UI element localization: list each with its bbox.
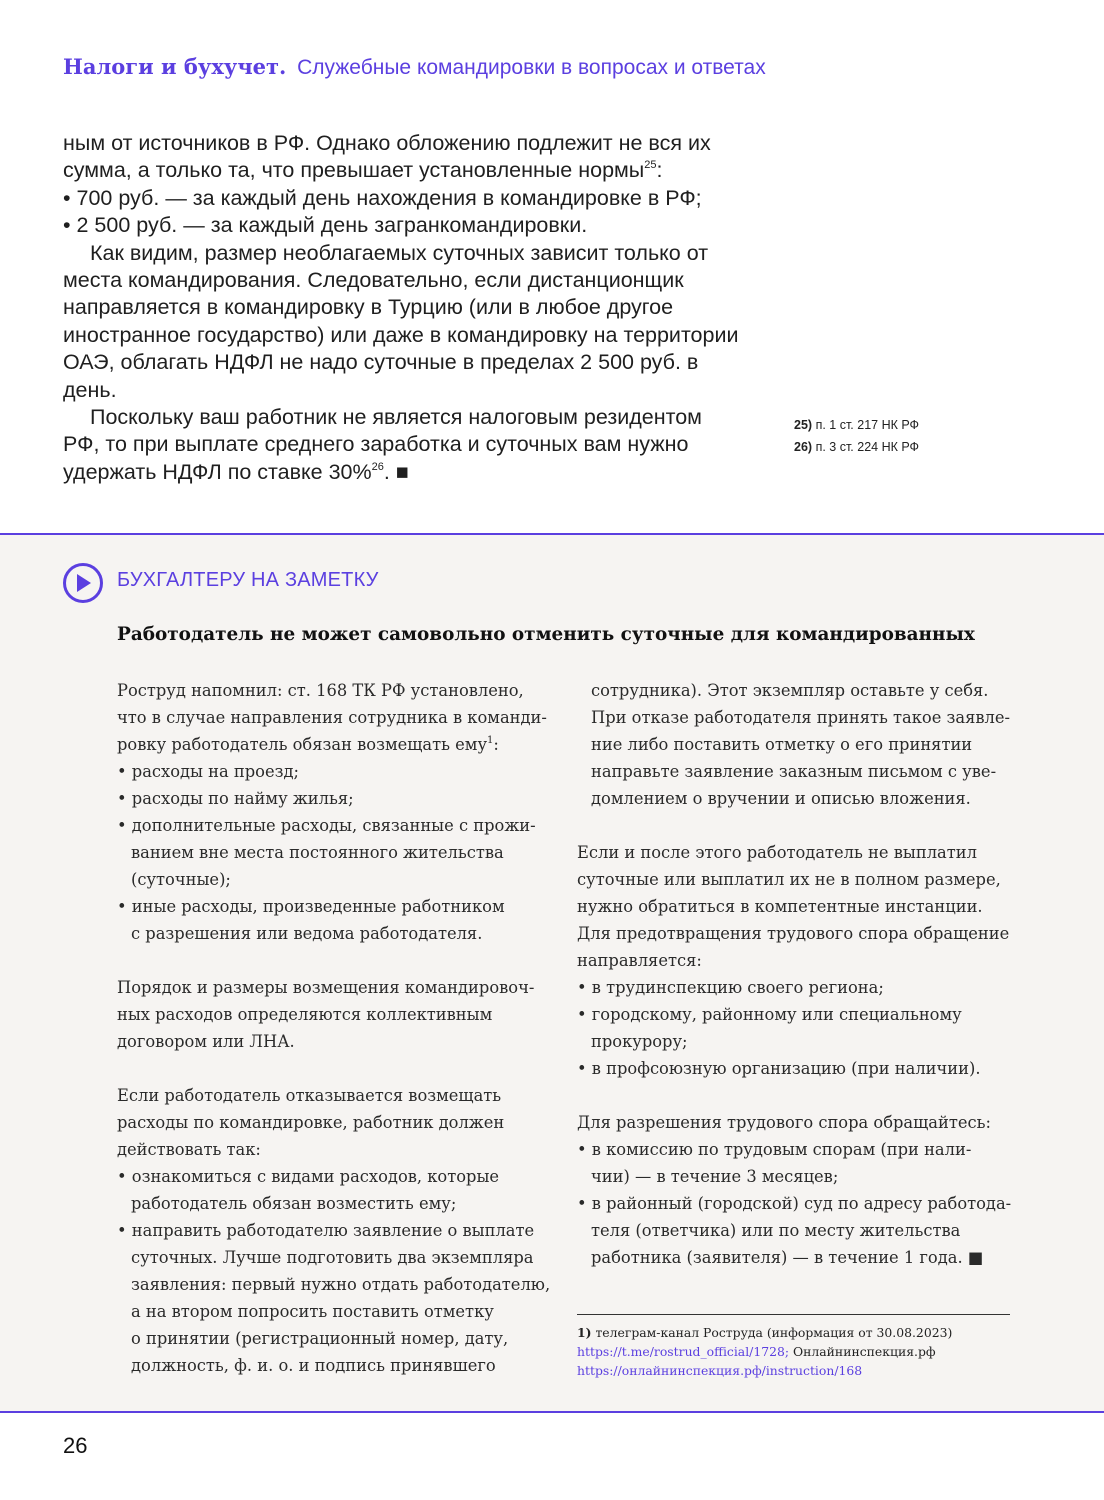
footnote-divider	[577, 1314, 1010, 1315]
note-right-column: сотрудника). Этот экземпляр оставьте у себя. При отказе работодателя принять такое заявле- ние либо поставить отметку о его принятии направьте заявление заказным письмом с уве- домлением о вручении и описью вложения. Если и после этого работодатель не выплатил суточные или выплатил их не в полном размере, нужно обратиться в компетентные инстанции. Для предотвращения трудового спора обращение направляется: • в трудинспекцию своего региона; • городскому, районному или специальному прокурору; • в профсоюзную организацию (при наличии). Для разрешения трудового спора обращайтесь: • в комиссию по трудовым спорам (при нали- чии) — в течение 3 месяцев; • в районный (городской) суд по адресу работода- теля (ответчика) или по месту жительства работника (заявителя) — в течение 1 года. ■	[577, 677, 1022, 1271]
main-article-text	[63, 130, 743, 486]
paragraph-line: Для разрешения трудового спора обращайтесь:	[577, 1113, 991, 1132]
list-item: • в районный (городской) суд по адресу работода-	[577, 1194, 1012, 1213]
running-header	[63, 54, 766, 80]
paragraph-line: Порядок и размеры возмещения командировоч-	[117, 978, 535, 997]
paragraph-line: направляется:	[577, 951, 702, 970]
footnote-ref-1[interactable]: 1	[487, 735, 494, 746]
intro-line: Роструд напомнил: ст. 168 ТК РФ установлено,	[117, 681, 524, 700]
page-number: 26	[63, 1433, 88, 1458]
play-icon	[63, 563, 103, 603]
rostrud-telegram-link[interactable]: https://t.me/rostrud_official/1728;	[577, 1344, 790, 1359]
footnote-ref-25[interactable]: 25	[644, 159, 657, 172]
list-item: • в комиссию по трудовым спорам (при нали-	[577, 1140, 972, 1159]
note-label: БУХГАЛТЕРУ НА ЗАМЕТКУ	[117, 569, 379, 591]
list-item: • ознакомиться с видами расходов, которые	[117, 1167, 500, 1186]
paragraph-line: Для предотвращения трудового спора обращение	[577, 924, 1010, 943]
side-footnotes	[794, 414, 919, 458]
list-item: • расходы по найму жилья;	[117, 789, 354, 808]
footnote-25: 25) п. 1 ст. 217 НК РФ	[794, 418, 920, 432]
list-item: • иные расходы, произведенные работником	[117, 897, 505, 916]
list-item: • расходы на проезд;	[117, 762, 300, 781]
note-left-column: Роструд напомнил: ст. 168 ТК РФ установлено, что в случае направления сотрудника в команди- ровку работодатель обязан возмещать ему$^1$: • расходы на проезд; • расходы по найму жилья; • дополнительные расходы, связанные с прожи- ванием вне места постоянного жительства (суточные); • иные расходы, произведенные работником с разрешения или ведома работодателя. Порядок и размеры возмещения командировоч- ных расходов определяются коллективным договором или ЛНА. Если работодатель отказывается возмещать расходы по командировке, работник должен действовать так: • ознакомиться с видами расходов, которые работодатель обязан возместить ему; • направить работодателю заявление о выплате суточных. Лучше подготовить два экземпляра заявления: первый нужно отдать работодателю, а на втором попросить поставить отметку о принятии (регистрационный номер, дату, должность, ф. и. о. и подпись принявшего	[117, 677, 557, 1379]
footnote-ref-26[interactable]: 26	[371, 460, 384, 473]
online-inspection-link[interactable]: https://онлайнинспекция.рф/instruction/168	[577, 1363, 863, 1378]
list-item: • городскому, районному или специальному	[577, 1005, 962, 1024]
footnote-26: 26) п. 3 ст. 224 НК РФ	[794, 440, 920, 454]
paragraph-2: Как видим, размер необлагаемых суточных зависит только от места командирования. Следовательно, если дистанционщик направляется в командировку в Турцию (или в любое другое иностранное государство) или даже в командировку на территории ОАЭ, облагать НДФЛ не надо суточные в пределах 2 500 руб. в день.	[63, 240, 739, 402]
list-item: • в трудинспекцию своего региона;	[577, 978, 884, 997]
paragraph-line: договором или ЛНА.	[117, 1032, 295, 1051]
paragraph-line: ных расходов определяются коллективным	[117, 1005, 493, 1024]
bullet-item: • 2 500 руб. — за каждый день загранкомандировки.	[63, 213, 588, 238]
site-name: Онлайнинспекция.рф	[793, 1344, 936, 1359]
paragraph-1: ным от источников в РФ. Однако обложению подлежит не вся их сумма, а только та, что превышает установленные нормы$^{25}$:	[63, 131, 711, 183]
paragraph-line: действовать так:	[117, 1140, 261, 1159]
paragraph-line: суточные или выплатил их не в полном размере,	[577, 870, 1001, 889]
note-title: Работодатель не может самовольно отменить суточные для командированных	[117, 624, 975, 645]
header-title: Служебные командировки в вопросах и ответах	[297, 56, 766, 79]
paragraph-line: Если работодатель отказывается возмещать	[117, 1086, 502, 1105]
header-section: Налоги и бухучет.	[63, 54, 287, 79]
paragraph-line: нужно обратиться в компетентные инстанции.	[577, 897, 983, 916]
list-item: • в профсоюзную организацию (при наличии).	[577, 1059, 981, 1078]
intro-line: ровку работодатель обязан возмещать ему$^1$:	[117, 735, 499, 754]
bullet-item: • 700 руб. — за каждый день нахождения в командировке в РФ;	[63, 185, 702, 210]
paragraph-line: Если и после этого работодатель не выплатил	[577, 843, 977, 862]
intro-line: что в случае направления сотрудника в команди-	[117, 708, 547, 727]
paragraph-3: Поскольку ваш работник не является налоговым резидентом РФ, то при выплате среднего заработка и суточных вам нужно удержать НДФЛ по ставке 30%$^{26}$. ■	[63, 405, 702, 484]
list-item: • направить работодателю заявление о выплате	[117, 1221, 535, 1240]
note-footnote: 1) телеграм-канал Роструда (информация от 30.08.2023) https://t.me/rostrud_official/1728; Онлайнинспекция.рф https://онлайнинспекция.рф/instruction/168	[577, 1325, 953, 1378]
paragraph-line: расходы по командировке, работник должен	[117, 1113, 505, 1132]
accountant-note-box	[0, 533, 1104, 1413]
list-item: • дополнительные расходы, связанные с прожи-	[117, 816, 536, 835]
